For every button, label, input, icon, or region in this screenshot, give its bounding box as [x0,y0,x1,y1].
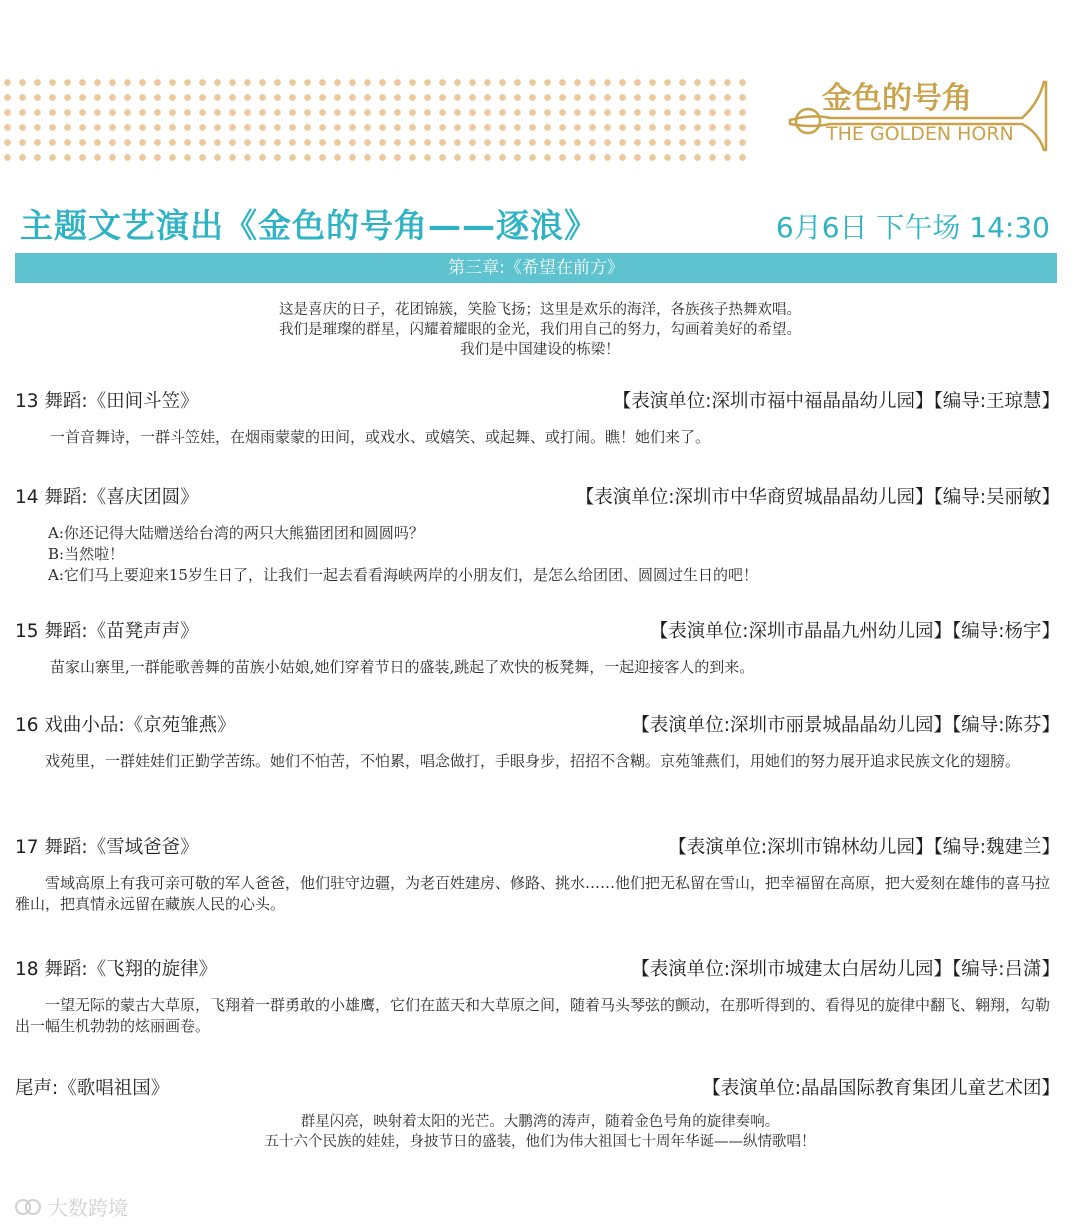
program-description [15,751,1060,772]
program-item [15,1074,1060,1102]
svg-text:THE GOLDEN HORN: THE GOLDEN HORN [826,123,1014,145]
watermark-text: 大数跨境 [48,1196,128,1220]
program-title: 18 舞蹈:《飞翔的旋律》 [15,959,218,980]
horn-icon [782,74,1054,158]
program-title: 14 舞蹈:《喜庆团圆》 [15,487,199,508]
program-item [15,711,1060,772]
program-credit: 【表演单位:深圳市城建太白居幼儿园】【编导:吕潇】 [631,959,1060,980]
description-line: B:当然啦！ [48,545,125,563]
description-line: A:它们马上要迎来15岁生日了，让我们一起去看看海峡两岸的小朋友们，是怎么给团团、圆圆过生日的吧！ [48,566,758,584]
golden-horn-logo [782,74,1054,158]
description-line: 一首音舞诗，一群斗笠娃，在烟雨蒙蒙的田间，或戏水、或嬉笑、或起舞、或打闹。瞧！她们来了。 [50,428,711,446]
program-credit: 【表演单位:晶晶国际教育集团儿童艺术团】 [702,1078,1060,1099]
program-title: 13 舞蹈:《田间斗笠》 [15,391,199,412]
program-item [15,833,1060,915]
chapter-bar: 第三章:《希望在前方》 [15,253,1057,283]
program-description [15,657,1060,678]
program-title: 16 戏曲小品:《京苑雏燕》 [15,715,236,736]
description-line: 雪域高原上有我可亲可敬的军人爸爸，他们驻守边疆，为老百姓建房、修路、挑水……他们把无私留在雪山，把幸福留在高原，把大爱刻在雄伟的喜马拉雅山，把真情永远留在藏族人民的心头。 [15,874,1051,913]
program-item [15,955,1060,1037]
intro-line: 我们是中国建设的栋梁！ [460,342,620,358]
decorative-dot-pattern [0,75,752,165]
description-line: 戏苑里，一群娃娃们正勤学苦练。她们不怕苦，不怕累，唱念做打，手眼身步，招招不含糊。京苑雏燕们，用她们的努力展开追求民族文化的翅膀。 [45,752,1021,770]
program-title: 17 舞蹈:《雪域爸爸》 [15,837,199,858]
description-line: 苗家山寨里,一群能歌善舞的苗族小姑娘,她们穿着节日的盛装,跳起了欢快的板凳舞，一起迎接客人的到来。 [50,658,755,676]
outro-line: 五十六个民族的娃娃，身披节日的盛装，他们为伟大祖国七十周年华诞——纵情歌唱！ [264,1134,816,1150]
program-credit: 【表演单位:深圳市丽景城晶晶幼儿园】【编导:陈芬】 [631,715,1060,736]
program-credit: 【表演单位:深圳市晶晶九州幼儿园】【编导:杨宇】 [649,621,1060,642]
show-date-time: 6月6日 下午场 14:30 [775,211,1050,244]
program-item [15,617,1060,678]
intro-line: 我们是璀璨的群星，闪耀着耀眼的金光，我们用自己的努力，勾画着美好的希望。 [279,322,801,338]
program-title: 15 舞蹈:《苗凳声声》 [15,621,199,642]
intro-line: 这是喜庆的日子，花团锦簇，笑脸飞扬；这里是欢乐的海洋，各族孩子热舞欢唱。 [279,302,801,318]
program-description [15,995,1060,1037]
outro-text [0,1112,1080,1152]
program-credit: 【表演单位:深圳市福中福晶晶幼儿园】【编导:王琼慧】 [612,391,1060,412]
program-description [15,873,1060,915]
program-item [15,483,1060,586]
page-title: 主题文艺演出《金色的号角——逐浪》 [20,206,598,245]
program-credit: 【表演单位:深圳市中华商贸城晶晶幼儿园】【编导:吴丽敏】 [575,487,1060,508]
program-description [15,523,1060,586]
outro-line: 群星闪亮，映射着太阳的光芒。大鹏湾的涛声，随着金色号角的旋律奏响。 [300,1114,780,1130]
watermark [14,1192,128,1221]
description-line: 一望无际的蒙古大草原，飞翔着一群勇敢的小雄鹰，它们在蓝天和大草原之间，随着马头琴弦的颤动，在那听得到的、看得见的旋律中翻飞、翱翔，勾勒出一幅生机勃勃的炫丽画卷。 [15,996,1051,1035]
intro-text [0,300,1080,360]
program-title: 尾声:《歌唱祖国》 [15,1078,170,1099]
program-item [15,387,1060,448]
svg-text:金色的号角: 金色的号角 [822,81,972,116]
watermark-logo-icon [14,1196,42,1218]
program-credit: 【表演单位:深圳市锦林幼儿园】【编导:魏建兰】 [668,837,1060,858]
program-description [15,427,1060,448]
description-line: A:你还记得大陆赠送给台湾的两只大熊猫团团和圆圆吗？ [48,524,424,542]
